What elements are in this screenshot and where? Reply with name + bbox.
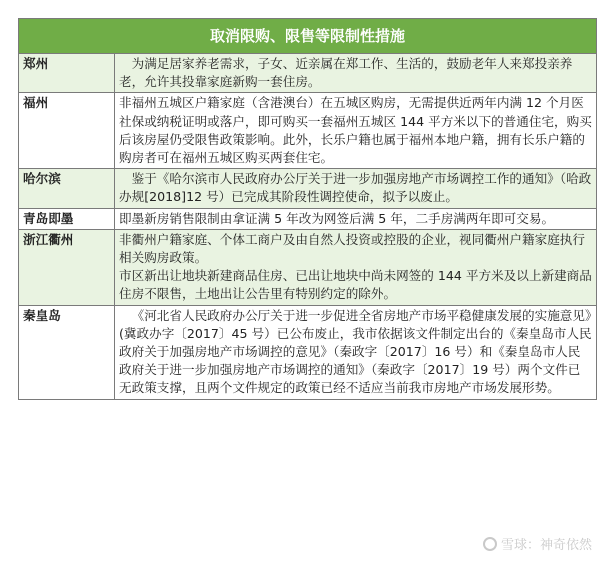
xueqiu-logo-icon [483, 537, 497, 551]
policy-cell [115, 54, 597, 93]
table-row [19, 305, 597, 399]
policy-text: 市区新出让地块新建商品住房、已出让地块中尚未网签的 144 平方米及以上新建商品住房不限售，土地出让公告里有特别约定的除外。 [119, 268, 592, 302]
table-row [19, 169, 597, 208]
city-cell: 郑州 [19, 54, 115, 93]
policy-text: 《河北省人民政府办公厅关于进一步促进全省房地产市场平稳健康发展的实施意见》(冀政办字〔2017〕45 号）已公布废止，我市依据该文件制定出台的《秦皇岛市人民政府关于加强房地产市场调控的意见》（秦政字〔2017〕16 号）和《秦皇岛市人民政府关于进一步加强房地产市场调控的通知》（秦政字〔2017〕19 号）两个文件已无政策支撑，且两个文件规定的政策已经不适应当前我市房地产市场发展形势。 [119, 307, 592, 396]
policy-text: 非福州五城区户籍家庭（含港澳台）在五城区购房，无需提供近两年内满 12 个月医社保或纳税证明或落户，即可购买一套福州五城区 144 平方米以下的普通住宅，购买后该房屋仍受限售政策影响。此外，长乐户籍也属于福州本地户籍，拥有长乐户籍的购房者可在福州五城区购买两套住宅。 [119, 95, 592, 166]
table-row [19, 229, 597, 305]
table-header-row [19, 19, 597, 54]
city-cell: 福州 [19, 93, 115, 169]
policy-text: 非衢州户籍家庭、个体工商户及由自然人投资或控股的企业，视同衢州户籍家庭执行相关购房政策。 [119, 231, 585, 266]
policy-text: 即墨新房销售限制由拿证满 5 年改为网签后满 5 年，二手房满两年即可交易。 [119, 210, 555, 226]
policy-text: 为满足居家养老需求，子女、近亲属在郑工作、生活的，鼓励老年人来郑投亲养老，允许其投靠家庭新购一套住房。 [119, 56, 573, 90]
table-row [19, 208, 597, 229]
policy-cell [115, 93, 597, 169]
table-row [19, 54, 597, 93]
policy-cell [115, 208, 597, 229]
city-cell: 浙江衢州 [19, 229, 115, 305]
table-row [19, 93, 597, 169]
policy-cell [115, 305, 597, 399]
policy-table [18, 18, 597, 400]
city-cell: 秦皇岛 [19, 305, 115, 399]
policy-cell [115, 229, 597, 305]
table-title: 取消限购、限售等限制性措施 [19, 19, 597, 54]
city-cell: 哈尔滨 [19, 169, 115, 208]
watermark [483, 534, 592, 553]
city-cell: 青岛即墨 [19, 208, 115, 229]
policy-text: 鉴于《哈尔滨市人民政府办公厅关于进一步加强房地产市场调控工作的通知》（哈政办规[2018]12 号）已完成其阶段性调控使命，拟予以废止。 [119, 171, 592, 205]
policy-cell [115, 169, 597, 208]
watermark-text: 雪球：神奇依然 [500, 538, 592, 553]
